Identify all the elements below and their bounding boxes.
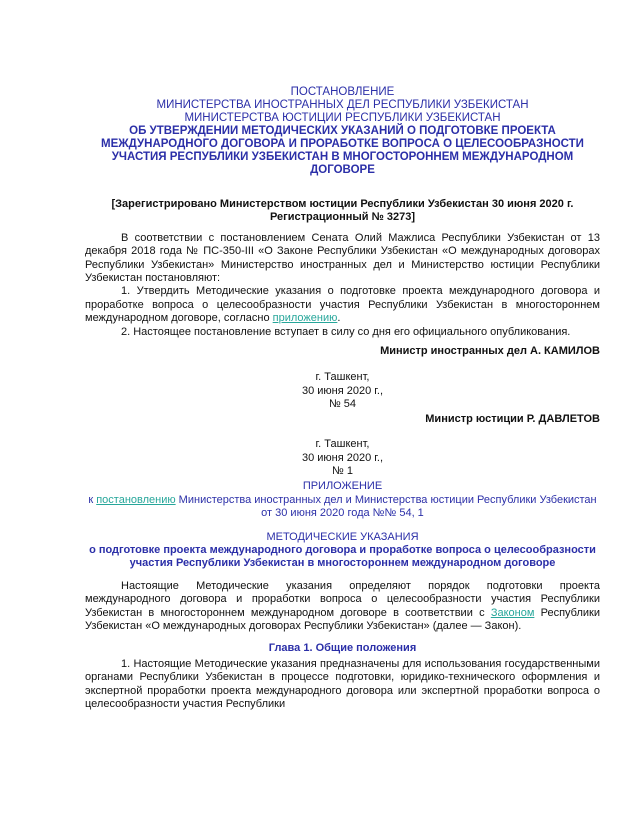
annex-heading: ПРИЛОЖЕНИЕ bbox=[302, 480, 383, 493]
annex-intro-paragraph bbox=[85, 580, 600, 634]
signature-city: г. Ташкент, bbox=[315, 371, 370, 384]
title-line: ПОСТАНОВЛЕНИЕ bbox=[290, 86, 395, 98]
chapter-1-heading: Глава 1. Общие положения bbox=[268, 642, 417, 655]
law-link[interactable]: Законом bbox=[490, 606, 535, 619]
annex-reference bbox=[85, 494, 600, 521]
registration-note: [Зарегистрировано Министерством юстиции Республики Узбекистан 30 июня 2020 г. Регистрационный № 3273] bbox=[111, 198, 574, 224]
title-subject: ОБ УТВЕРЖДЕНИИ МЕТОДИЧЕСКИХ УКАЗАНИЙ О ПОДГОТОВКЕ ПРОЕКТА МЕЖДУНАРОДНОГО ДОГОВОРА И ПРОРАБОТКЕ ВОПРОСА О ЦЕЛЕСООБРАЗНОСТИ УЧАСТИЯ РЕСПУБЛИКИ УЗБЕКИСТАН В МНОГОСТОРОННЕМ МЕЖДУНАРОДНОМ ДОГОВОРЕ bbox=[101, 125, 584, 176]
annex-link[interactable]: приложению bbox=[272, 312, 338, 325]
title-line: МИНИСТЕРСТВА ИНОСТРАННЫХ ДЕЛ РЕСПУБЛИКИ УЗБЕКИСТАН bbox=[156, 99, 529, 111]
title-line: МИНИСТЕРСТВА ЮСТИЦИИ РЕСПУБЛИКИ УЗБЕКИСТАН bbox=[184, 112, 501, 124]
annex-ref-suffix: Министерства иностранных дел и Министерства юстиции Республики Узбекистан от 30 июня 2020 года №№ 54, 1 bbox=[175, 493, 597, 520]
annex-title: МЕТОДИЧЕСКИЕ УКАЗАНИЯ bbox=[266, 530, 419, 543]
signature-place-date bbox=[85, 371, 600, 411]
item-1-after: . bbox=[337, 312, 341, 325]
signature-number: № 1 bbox=[332, 464, 353, 477]
minister-foreign-affairs-signature: Министр иностранных дел А. КАМИЛОВ bbox=[380, 345, 600, 358]
document-content bbox=[85, 0, 600, 711]
resolution-item-1 bbox=[85, 285, 600, 325]
resolution-item-2 bbox=[85, 326, 600, 339]
preamble-text: В соответствии с постановлением Сената Олий Мажлиса Республики Узбекистан от 13 декабря 2018 года № ПС-350-III «О Законе Республики Узбекистан «О международных договорах Республики Узбекистан» Министерство иностранных дел и Министерство юстиции Республики Узбекистан постановляют: bbox=[85, 231, 600, 285]
document-title bbox=[85, 86, 600, 177]
annex-paragraph-1 bbox=[85, 658, 600, 712]
signature-place-date bbox=[85, 438, 600, 478]
annex-ref-prefix: к bbox=[88, 493, 97, 506]
signature-number: № 54 bbox=[328, 398, 357, 411]
item-2-text: 2. Настоящее постановление вступает в силу со дня его официального опубликования. bbox=[121, 325, 571, 338]
minister-justice-signature: Министр юстиции Р. ДАВЛЕТОВ bbox=[425, 412, 600, 425]
signature-date: 30 июня 2020 г., bbox=[301, 451, 384, 464]
preamble-paragraph bbox=[85, 232, 600, 286]
signature-city: г. Ташкент, bbox=[315, 438, 370, 451]
item-1-text: 1. Утвердить Методические указания о подготовке проекта международного договора и проработке вопроса о целесообразности участия Республики Узбекистан в многостороннем международном договоре, согласно bbox=[85, 285, 600, 325]
annex-subtitle: о подготовке проекта международного договора и проработке вопроса о целесообразности участия Республики Узбекистан в многостороннем международном договоре bbox=[89, 543, 596, 570]
decree-link[interactable]: постановлению bbox=[96, 493, 176, 506]
intro-after: Республики Узбекистан «О международных договорах Республики Узбекистан» (далее — Закон). bbox=[85, 606, 600, 632]
signature-date: 30 июня 2020 г., bbox=[301, 384, 384, 397]
paragraph-1-text: 1. Настоящие Методические указания предназначены для использования государственными органами Республики Узбекистан в процессе подготовки, юридико-технического оформления и экспертной проработки проекта международного договора или экспертной проработки вопроса о целесообразности участия Республики bbox=[85, 657, 600, 710]
intro-text: Настоящие Методические указания определяют порядок подготовки проекта международного договора и проработки вопроса о целесообразности участия Республики Узбекистан в многостороннем международном договоре в соответствии с bbox=[85, 579, 600, 619]
